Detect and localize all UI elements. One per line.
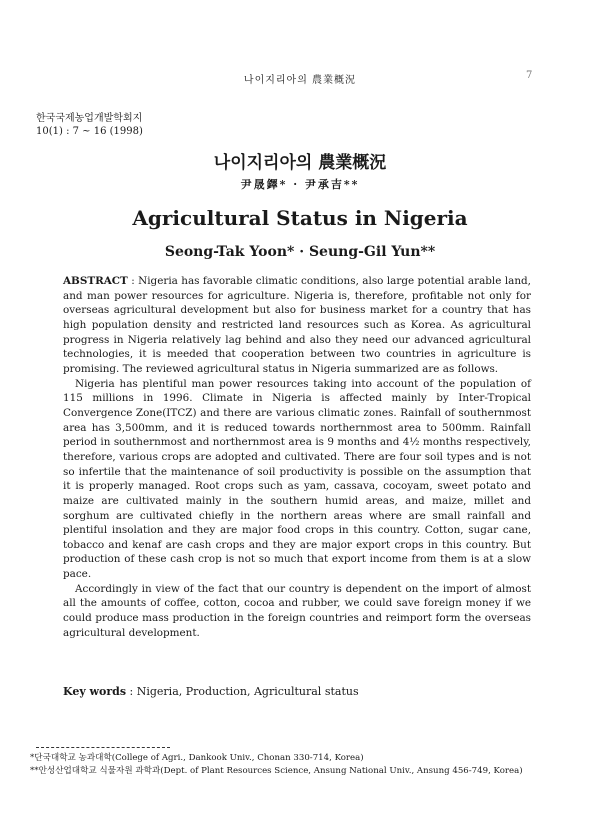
english-authors: Seong-Tak Yoon* · Seung-Gil Yun** — [164, 244, 436, 260]
running-header: 나이지리아의 農業概況 — [243, 75, 357, 86]
english-title: Agricultural Status in Nigeria — [132, 206, 468, 230]
footnotes — [30, 752, 575, 778]
abstract-label: ABSTRACT — [63, 275, 128, 287]
abstract-section — [63, 274, 531, 640]
keywords-text: : Nigeria, Production, Agricultural status — [129, 685, 359, 698]
journal-volume: 10(1) : 7 ~ 16 (1998) — [36, 126, 143, 137]
journal-info — [36, 112, 143, 138]
abstract-paragraph: Nigeria has plentiful man power resources taking into account of the population of 115 millions in 1996. Climate in Nigeria is affected mainly by Inter-Tropical Convergence Zone(ITCZ) and there are various climatic zones. Rainfall of southernmost area has 3,500mm, and it is reduced towards northernmost area to 500mm. Rainfall period in southernmost and northernmost area is 9 months and 4½ months respectively, therefore, various crops are adopted and cultivated. There are four soil types and is not so infertile that the maintenance of soil productivity is possible on the assumption that it is properly managed. Root crops such as yam, cassava, cocoyam, sweet potato and maize are cultivated mainly in the southern humid areas, and maize, millet and sorghum are cultivated chiefly in the northern areas where are small rainfall and plentiful insolation and they are major food crops in this country. Cotton, sugar cane, tobacco and kenaf are cash crops and they are major export crops in this country. But production of these cash crop is not so much that export income from them is at a slow pace. — [63, 377, 531, 581]
korean-authors: 尹晟鐸* · 尹承吉** — [240, 178, 360, 191]
keywords-label: Key words — [63, 685, 127, 698]
journal-name: 한국국제농업개발학회지 — [36, 113, 143, 124]
footnote-divider — [36, 747, 170, 748]
footnote-1: *단국대학교 농과대학(College of Agri., Dankook Univ., Chonan 330-714, Korea) — [30, 753, 364, 763]
footnote-2: **안성산업대학교 식물자원 과학과(Dept. of Plant Resources Science, Ansung National Univ., Ansung 456-749, Korea) — [30, 766, 523, 776]
abstract-paragraph: Accordingly in view of the fact that our country is dependent on the import of almost all the amounts of coffee, cotton, cocoa and rubber, we could save foreign money if we could produce mass production in the foreign countries and reimport form the overseas agricultural development. — [63, 582, 531, 639]
korean-title: 나이지리아의 農業概況 — [213, 153, 387, 173]
keywords — [63, 685, 359, 698]
abstract-text: : Nigeria has favorable climatic conditions, also large potential arable land, and man power resources for agriculture. Nigeria is, therefore, profitable not only for overseas agricultural development but also for business market for a country that has high population density and restricted land resources such as Korea. As agricultural progress in Nigeria relatively lag behind and also they need our advanced agricultural technologies, it is meeded that cooperation between two countries in agriculture is promising. The reviewed agricultural status in Nigeria summarized are as follows. — [63, 275, 531, 375]
page-number: 7 — [526, 70, 533, 81]
abstract-paragraph — [63, 274, 531, 377]
